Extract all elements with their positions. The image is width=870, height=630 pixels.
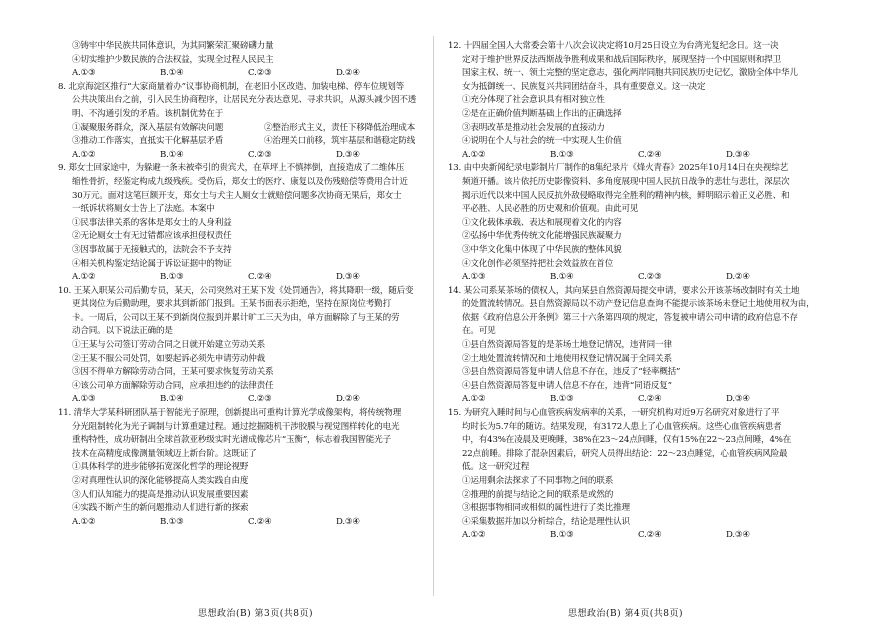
choice-a: A.①②: [72, 272, 96, 283]
q8-option: ③推动工作落实，直抵实干化解基层矛盾: [72, 136, 224, 147]
choice-a: A.①②: [72, 516, 96, 527]
q9-stem: 缩性骨折，经鉴定构成九级残疾。受伤后，郑女士的医疗、康复以及伤残赔偿等费用合计近: [72, 176, 408, 187]
q14-option: ④县自然资源局答复申请人信息不存在，违背“同语反复”: [462, 380, 672, 391]
q15-stem: 15. 为研究入睡时间与心血管疾病发病率的关系，一研究机构对近9万名研究对象进行了平: [448, 408, 780, 419]
q12-stem: 12. 十四届全国人大常委会第十八次会议决定将10月25日设立为台湾光复纪念日。这一决: [448, 41, 779, 51]
q15-stem: 22点前睡。排除了混杂因素后，研究人员得出结论：22～23点睡觉，心血管疾病风险最: [462, 448, 788, 459]
q11-option: ④实践不断产生的新问题推动人们进行新的探索: [72, 503, 249, 514]
q11-option: ③人们认知能力的提高是推动认识发展重要因素: [72, 489, 249, 500]
q7-option: ④切实维护少数民族的合法权益，实现全过程人民民主: [72, 54, 274, 65]
right-page-column: [448, 40, 848, 595]
q8-stem: 明、不沟通引发的矛盾。该机制优势在于: [72, 108, 224, 119]
choice-b: B.①④: [160, 149, 184, 160]
choice-b: B.①③: [160, 516, 184, 527]
q9-option: ④相关机构鉴定结论属于诉讼证据中的物证: [72, 258, 232, 269]
q13-option: ①文化载体承载、表达和展现着文化的内容: [462, 217, 622, 228]
choice-c: C.②③: [248, 394, 272, 405]
q8-stem: 公共决策出台之前，引入民生协商程序，让居民充分表达意见、寻求共识，从源头减少因不透: [72, 95, 417, 106]
q11-stem: 技术在高精度成像测量领域迈上新台阶。这既证了: [72, 448, 257, 459]
q9-option: ①民事法律关系的客体是郑女士的人身利益: [72, 217, 232, 228]
q9-stem: 9. 郑女士回家途中，为躲避一条未被牵引的贵宾犬，在草坪上不慎摔倒，直接造成了二维体压: [58, 163, 405, 174]
q13-stem: 13. 由中央新闻纪录电影制片厂制作的8集纪录片《烽火青春》2025年10月14日在央视综艺: [448, 163, 789, 174]
q7-option: ③铸牢中华民族共同体意识，为其同繁荣汇聚磅礴力量: [72, 41, 274, 51]
choice-c: C.②③: [248, 149, 272, 160]
q10-stem: 10. 王某入职某公司后勤专员，某天，公司突然对王某下发《处罚通告》，将其降职一级，随后变: [58, 285, 414, 296]
choice-d: D.③④: [726, 149, 750, 160]
q10-choices: [58, 393, 458, 407]
choice-c: C.②④: [248, 516, 272, 527]
choice-a: A.①②: [72, 149, 96, 160]
choice-c: C.②③: [248, 68, 272, 79]
choice-c: C.②④: [638, 530, 662, 541]
q10-stem: 卡。一周后，公司以王某不到新岗位报到并累计旷工三天为由，单方面解除了与王某的劳: [72, 312, 400, 323]
q9-choices: [58, 271, 458, 285]
q11-stem: 11. 清华大学某科研团队基于智能光子原理，创新提出可重构计算光学成像架构，将传统物理: [58, 408, 401, 419]
q10-stem: 更其岗位为后勤助理，要求其到新部门报到。王某书面表示拒绝，坚持在原岗位考勤打: [72, 299, 391, 310]
q12-stem: 定对于维护世界反法西斯战争胜利成果和战后国际秩序，展现坚持一个中国原则和捍卫: [462, 54, 781, 65]
q13-choices: [448, 271, 848, 285]
choice-d: D.②④: [336, 68, 360, 79]
q10-option: ④该公司单方面解除劳动合同，应承担违约的法律责任: [72, 380, 274, 391]
choice-a: A.①③: [72, 394, 96, 405]
q11-option: ②对真理性认识的深化能够提高人类实践自由度: [72, 476, 249, 486]
q14-stem: 14. 某公司系某茶场的债权人，其向某县自然资源局提交申请，要求公开该茶场改制时有关土地: [448, 285, 800, 296]
choice-a: A.①②: [462, 530, 486, 541]
q12-option: ③表明改革是推动社会发展的直接动力: [462, 122, 605, 133]
choice-a: A.①②: [462, 394, 486, 405]
q14-option: ③县自然资源局答复申请人信息不存在，违反了“轻率概括”: [462, 367, 681, 378]
q8-option: ④治理关口前移，筑牢基层和谐稳定防线: [264, 136, 416, 147]
q15-choices: [448, 529, 848, 543]
choice-c: C.②③: [638, 272, 662, 283]
choice-b: B.①③: [550, 530, 574, 541]
q13-stem: 揭示近代以来中国人民反抗外敌侵略取得完全胜利的精神内核，鲜明昭示着正义必胜、和: [462, 190, 790, 201]
q11-stem: 重构特性，成功研制出全球首款亚秒级实时光谱成像芯片“玉衡”，标志着我国智能光子: [72, 435, 391, 446]
q13-option: ④文化创作必须坚持把社会效益放在首位: [462, 258, 614, 269]
choice-d: D.②④: [726, 272, 750, 283]
q12-option: ①充分体现了社会意识具有相对独立性: [462, 95, 605, 106]
q13-option: ②弘扬中华优秀传统文化能增强民族凝聚力: [462, 231, 622, 242]
choice-d: D.③④: [336, 272, 360, 283]
q14-stem: 的处置流转情况。县自然资源局以不动产登记信息查询不能提示该茶场未登记土地使用权为由，: [462, 299, 815, 310]
choice-b: B.①③: [160, 272, 184, 283]
q14-stem: 依据《政府信息公开条例》第三十六条第四项的规定，答复被申请公司申请的政府信息不存: [462, 312, 798, 323]
q10-option: ①王某与公司签订劳动合同之日就开始建立劳动关系: [72, 340, 266, 351]
q9-stem: 30万元。面对这笔巨额开支，郑女士与犬主人厕女士就赔偿问题多次协商无果后，郑女士: [72, 190, 402, 201]
q11-stem: 分光阻制转化为光子调制与计算重建过程。通过挖掘随机干涉胶膜与视觉图样转化的电光: [72, 421, 400, 432]
q15-option: ①运用剩余法探求了不同事物之间的联系: [462, 476, 614, 486]
page-divider: [433, 36, 434, 596]
q14-option: ②土地处置流转情况和土地使用权登记情况属于全同关系: [462, 353, 672, 364]
choice-a: A.①②: [462, 149, 486, 160]
q8-option: ①凝聚服务群众，深入基层有效解决问题: [72, 122, 224, 133]
q9-stem: 一纸诉状将厕女士告上了法庭。本案中: [72, 204, 215, 215]
choice-d: D.③④: [336, 149, 360, 160]
q13-stem: 频道开播。该片依托历史影像资料、多角度展现中国人民抗日战争的悲壮与悲壮，深层次: [462, 176, 790, 187]
q15-option: ②推理的前提与结论之间的联系是或然的: [462, 489, 614, 500]
q7-choices: [58, 67, 458, 81]
choice-a: A.①③: [462, 272, 486, 283]
choice-c: C.②④: [638, 394, 662, 405]
choice-d: D.③④: [336, 516, 360, 527]
choice-b: B.①④: [160, 394, 184, 405]
q14-stem: 在。可见: [462, 326, 496, 337]
q8-stem: 8. 北京海淀区推行“大家商量着办”议事协商机制，在老旧小区改造、加装电梯、停车位规划等: [58, 81, 405, 92]
choice-b: B.①④: [550, 272, 574, 283]
q15-option: ③根据事物相同或相似的属性进行了类比推理: [462, 503, 630, 514]
q8-options-row: [58, 122, 458, 136]
q12-choices: [448, 149, 848, 163]
choice-c: C.②④: [638, 149, 662, 160]
q15-stem: 中，有43%在凌晨及更晚睡，38%在23～24点间睡，仅有15%在22～23点间睡，4%在: [462, 435, 792, 446]
q12-stem: 国家主权、统一、领土完整的坚定意志，强化两岸同胞共同民族历史记忆，激励全体中华儿: [462, 68, 798, 79]
choice-b: B.①③: [550, 149, 574, 160]
q10-option: ②王某不服公司处罚，如要起诉必须先申请劳动仲裁: [72, 353, 266, 364]
page-footer-right: 思想政治(B) 第4页(共8页): [568, 609, 683, 619]
q14-choices: [448, 393, 848, 407]
q15-stem: 均时长为5.7年的随访。结果发现，有3172人患上了心血管疾病。这些心血管疾病患者: [462, 421, 782, 432]
q10-stem: 动合同。以下说法正确的是: [72, 326, 173, 337]
q8-options-row: [58, 135, 458, 149]
q8-choices: [58, 149, 458, 163]
q12-stem: 女为抵御统一、民族复兴共同团结奋斗，具有重要意义。这一决定: [462, 81, 706, 92]
choice-b: B.①④: [160, 68, 184, 79]
q9-option: ③因事故属于无接触式的，法院会不予支持: [72, 244, 232, 255]
left-page-column: [58, 40, 458, 595]
q15-stem: 低。这一研究过程: [462, 462, 530, 473]
page-footer-left: 思想政治(B) 第3页(共8页): [198, 609, 313, 619]
q13-stem: 平必胜、人民必胜的历史观和价值观。由此可见: [462, 204, 639, 215]
q13-option: ③中华文化集中体现了中华民族的整体风貌: [462, 244, 622, 255]
choice-d: D.③④: [726, 394, 750, 405]
choice-a: A.①③: [72, 68, 96, 79]
q14-option: ①县自然资源局答复的是茶场土地登记情况，违背同一律: [462, 340, 672, 351]
choice-d: D.②④: [336, 394, 360, 405]
q8-option: ②整治形式主义，责任下移降低治理成本: [264, 122, 416, 133]
q12-option: ②是在正确价值判断基础上作出的正确选择: [462, 108, 622, 119]
q15-option: ④采集数据并加以分析综合，结论是理性认识: [462, 516, 630, 527]
q12-option: ④说明在个人与社会的统一中实现人生价值: [462, 136, 622, 147]
choice-c: C.②④: [248, 272, 272, 283]
q11-choices: [58, 516, 458, 530]
choice-b: B.①③: [550, 394, 574, 405]
q9-option: ②无论厕女士有无过错都应该承担侵权责任: [72, 231, 232, 242]
q10-option: ③因不得单方解除劳动合同，王某可要求恢复劳动关系: [72, 367, 274, 378]
choice-d: D.③④: [726, 530, 750, 541]
q11-option: ①具体科学的进步能够拓宽深化哲学的理论视野: [72, 462, 249, 473]
